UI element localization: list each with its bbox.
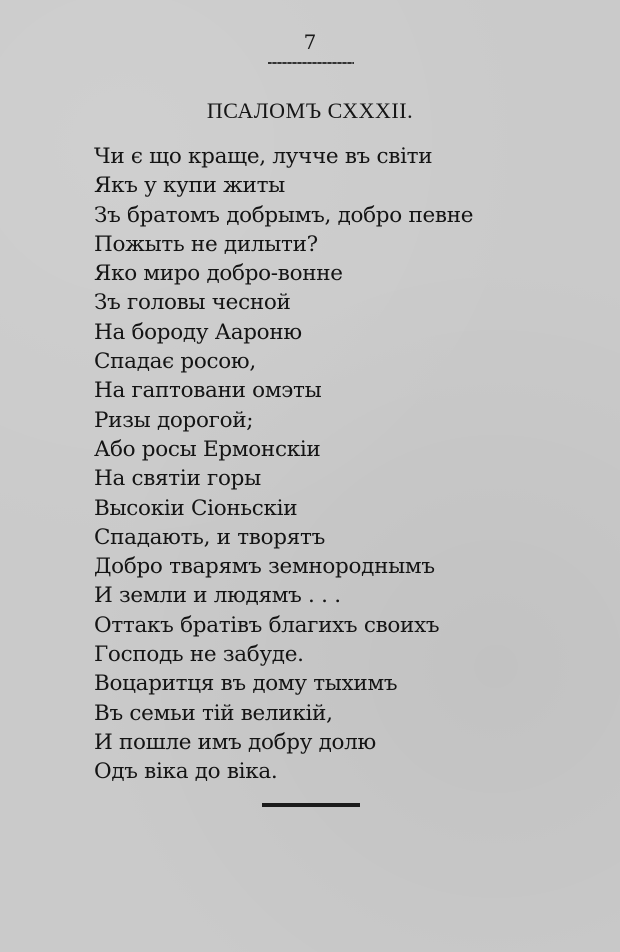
- verse-line: На святіи горы: [94, 466, 261, 492]
- verse-line: На гаптовани омэты: [94, 378, 322, 404]
- psalm-heading: ПСАЛОМЪ СХХХII.: [206, 98, 414, 123]
- verse-line: Воцаритця въ дому тыхимъ: [94, 671, 398, 697]
- verse-line: Чи є що краще, лучче въ світи: [94, 144, 433, 169]
- verse-line: Господь не забуде.: [94, 642, 304, 668]
- verse-line: Одъ віка до віка.: [94, 759, 278, 785]
- psalm-text: [94, 142, 534, 787]
- verse-line: Спадає росою,: [94, 349, 256, 375]
- end-divider: [262, 803, 360, 807]
- verse-line: Зъ братомъ добрымъ, добро певне: [94, 202, 474, 228]
- verse-line: Ризы дорогой;: [94, 407, 254, 433]
- verse-line: Высокіи Сіоньскіи: [94, 495, 298, 521]
- verse-line: Спадають, и творятъ: [94, 524, 325, 550]
- verse-line: И пошле имъ добру долю: [94, 729, 376, 755]
- verse-line: На бороду Аароню: [94, 319, 302, 345]
- verse-line: И земли и людямъ . . .: [94, 583, 341, 609]
- page-number: 7: [303, 30, 317, 54]
- verse-line: Зъ головы чесной: [94, 290, 291, 316]
- verse-line: Въ семьи тій великій,: [94, 700, 333, 726]
- page-number-divider: [268, 62, 354, 64]
- verse-line: Яко миро добро-вонне: [94, 261, 343, 287]
- verse-line: Якъ у купи житы: [94, 173, 285, 199]
- verse-line: Добро тварямъ земнороднымъ: [94, 554, 435, 580]
- verse-line: Або росы Ермонскіи: [94, 436, 321, 462]
- verse-line: Пожыть не дилыти?: [94, 231, 318, 257]
- verse-line: Оттакъ братівъ благихъ своихъ: [94, 612, 440, 638]
